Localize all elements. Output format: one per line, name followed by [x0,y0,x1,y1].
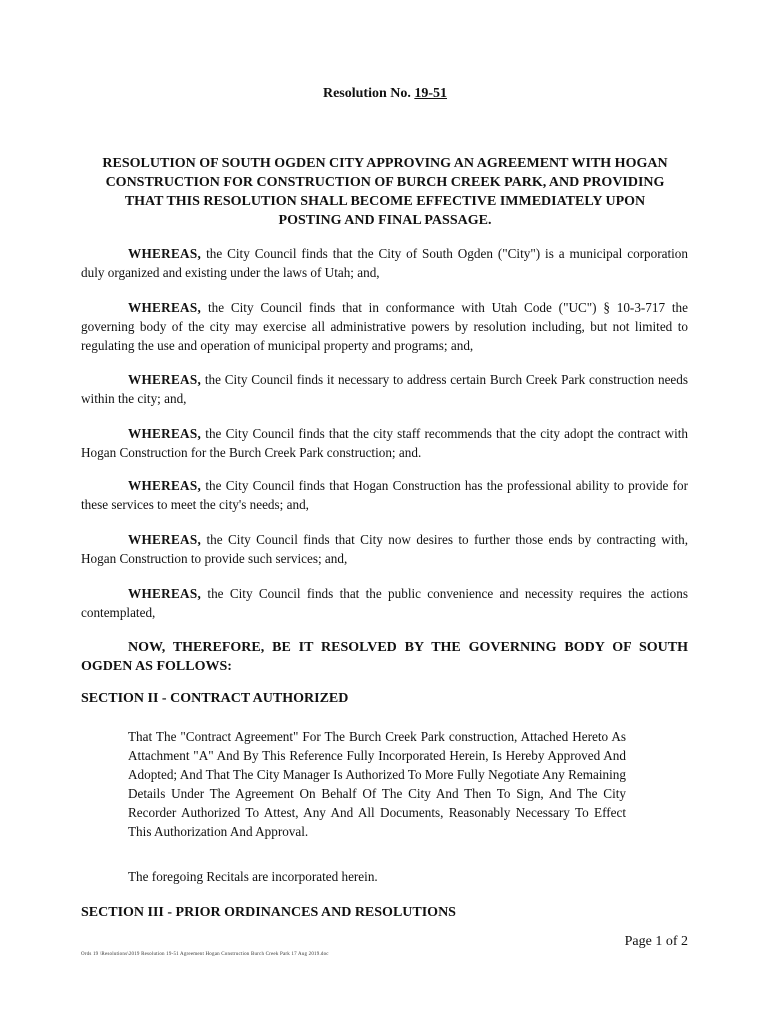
now-therefore-clause: NOW, THEREFORE, BE IT RESOLVED BY THE GOVERNING BODY OF SOUTH OGDEN AS FOLLOWS: [81,640,688,674]
page-number: Page 1 of 2 [624,934,688,949]
whereas-word: WHEREAS, [128,478,202,493]
resolution-number: 19-51 [414,86,448,101]
whereas-word: WHEREAS, [128,300,202,315]
whereas-paragraph-4: WHEREAS, the City Council finds that the city staff recommends that the city adopt the contract with Hogan Construction for the Burch Creek Park construction; and. [81,426,688,460]
whereas-paragraph-3: WHEREAS, the City Council finds it necessary to address certain Burch Creek Park construction needs within the city; and, [81,372,689,406]
footer-file-path: Ords 19 \Resolutions\2019 Resolution 19-51 Agreement Hogan Construction Burch Creek Park 17 Aug 2019.doc [81,952,329,957]
section-3-heading: SECTION III - PRIOR ORDINANCES AND RESOLUTIONS [81,905,456,920]
whereas-word: WHEREAS, [128,426,202,441]
whereas-paragraph-2: WHEREAS, the City Council finds that in conformance with Utah Code ("UC") § 10-3-717 the governing body of the city may exercise all administrative powers by resolution including, but not limited to regulating the use and operation of municipal property and programs; and, [81,300,688,353]
whereas-paragraph-6: WHEREAS, the City Council finds that City now desires to further those ends by contracting with, Hogan Construction to provide such services; and, [81,532,689,566]
section-2-heading: SECTION II - CONTRACT AUTHORIZED [81,691,349,706]
resolution-label: Resolution No. [322,86,411,101]
whereas-word: WHEREAS, [128,372,202,387]
whereas-word: WHEREAS, [128,246,202,261]
resolution-number-heading [0,86,770,102]
whereas-paragraph-5: WHEREAS, the City Council finds that Hogan Construction has the professional ability to provide for these services to meet the city's needs; and, [81,478,689,512]
resolution-title: RESOLUTION OF SOUTH OGDEN CITY APPROVING AN AGREEMENT WITH HOGAN CONSTRUCTION FOR CONSTRUCTION OF BURCH CREEK PARK, AND PROVIDING THAT THIS RESOLUTION SHALL BECOME EFFECTIVE IMMEDIATELY UPON POSTING AND FINAL PASSAGE. [102,156,668,228]
whereas-paragraph-1: WHEREAS, the City Council finds that the City of South Ogden ("City") is a municipal corporation duly organized and existing under the laws of Utah; and, [81,246,688,280]
whereas-word: WHEREAS, [128,586,202,601]
recitals-statement: The foregoing Recitals are incorporated herein. [128,869,378,884]
whereas-paragraph-7: WHEREAS, the City Council finds that the public convenience and necessity requires the actions contemplated, [81,586,688,620]
whereas-word: WHEREAS, [128,532,202,547]
section-2-body: That The "Contract Agreement" For The Burch Creek Park construction, Attached Hereto As Attachment "A" And By This Reference Fully Incorporated Herein, Is Hereby Approved And Adopted; And That The City Manager Is Authorized To More Fully Negotiate Any Remaining Details Under The Agreement On Behalf Of The City And Then To Sign, And The City Recorder Authorized To Attest, Any And All Documents, Reasonably Necessary To Effect This Authorization And Approval. [128,729,626,839]
